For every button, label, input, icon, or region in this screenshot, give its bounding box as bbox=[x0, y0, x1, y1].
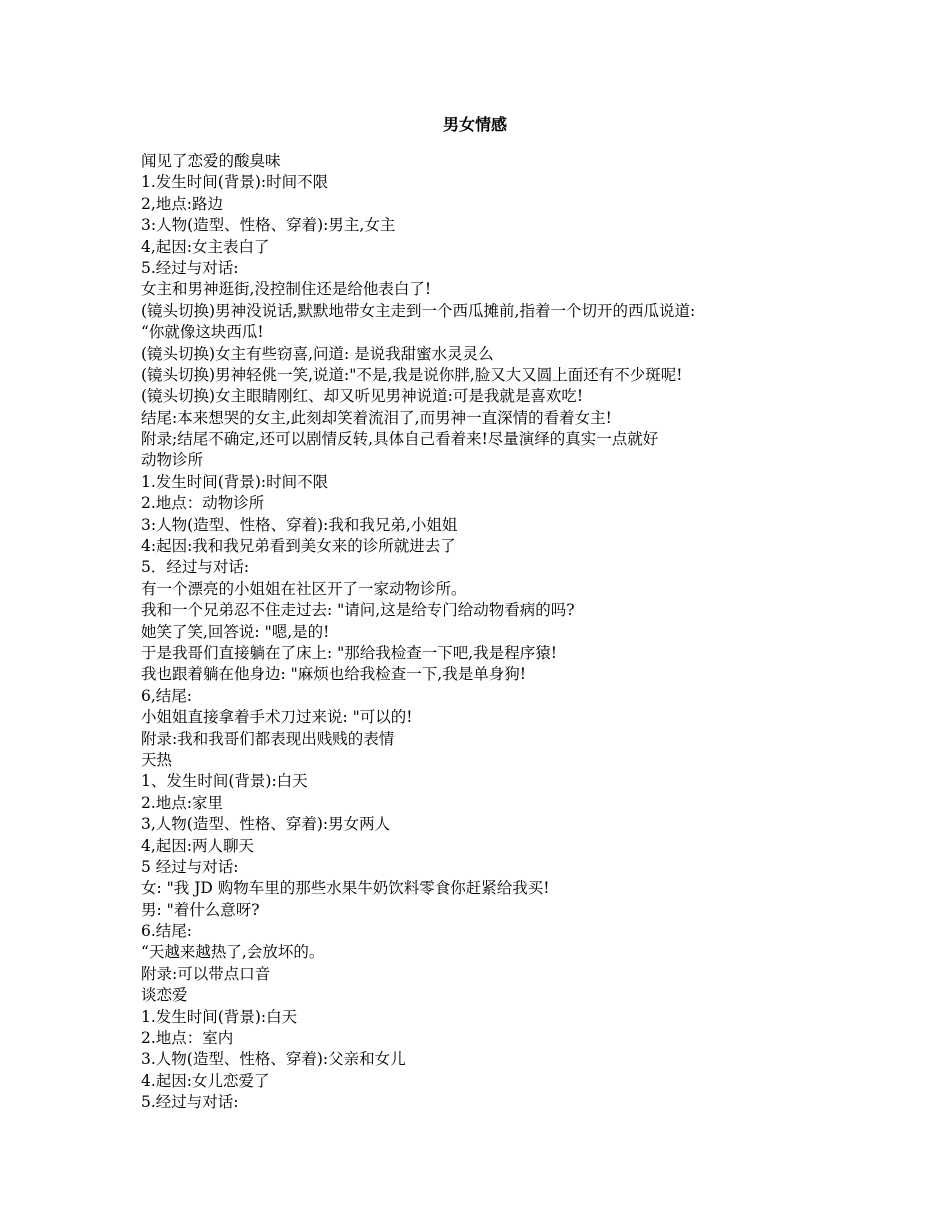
text-line: 4,起因:女主表白了 bbox=[141, 237, 270, 256]
text-line: 谈恋爱 bbox=[141, 986, 188, 1005]
text-line: 附录:可以带点口音 bbox=[141, 964, 271, 983]
text-line: 天热 bbox=[141, 750, 173, 769]
text-line: 男: "着什么意呀? bbox=[141, 900, 260, 919]
text-line: (镜头切换)女主眼睛刚红、却又听见男神说道:可是我就是喜欢吃! bbox=[141, 387, 584, 406]
text-line: (镜头切换)男神轻佻一笑,说道:"不是,我是说你胖,脸又大又圆上面还有不少斑呢! bbox=[141, 365, 683, 384]
text-line: 动物诊所 bbox=[141, 451, 204, 470]
document-body bbox=[141, 151, 821, 1114]
text-line: “天越来越热了,会放坏的。 bbox=[141, 943, 325, 962]
text-line: 4,起因:两人聊天 bbox=[141, 836, 255, 855]
text-line: 2.地点：动物诊所 bbox=[141, 494, 265, 513]
text-line: 3:人物(造型、性格、穿着):我和我兄弟,小姐姐 bbox=[141, 515, 458, 534]
text-line: 1.发生时间(背景):白天 bbox=[141, 1007, 298, 1026]
text-line: 6.结尾: bbox=[141, 922, 193, 941]
text-line: (镜头切换)女主有些窃喜,问道: 是说我甜蜜水灵灵么 bbox=[141, 344, 494, 363]
text-line: 5 经过与对话: bbox=[141, 857, 239, 876]
text-line: 1.发生时间(背景):时间不限 bbox=[141, 173, 329, 192]
text-line: 闻见了恋爱的酸臭味 bbox=[141, 152, 281, 170]
text-line: 3.人物(造型、性格、穿着):父亲和女儿 bbox=[141, 1050, 406, 1069]
text-line: 4:起因:我和我兄弟看到美女来的诊所就进去了 bbox=[141, 537, 456, 556]
text-line: 5．经过与对话: bbox=[141, 558, 250, 577]
text-line: (镜头切换)男神没说话,默默地带女主走到一个西瓜摊前,指着一个切开的西瓜说道: bbox=[141, 301, 696, 320]
text-line: 女主和男神逛街,没控制住还是给他表白了! bbox=[141, 280, 432, 299]
text-line: 4.起因:女儿恋爱了 bbox=[141, 1071, 270, 1090]
text-line: 2.地点：室内 bbox=[141, 1029, 234, 1048]
text-line: 2.地点:家里 bbox=[141, 793, 224, 812]
text-line: 我和一个兄弟忍不住走过去: "请问,这是给专门给动物看病的吗? bbox=[141, 601, 575, 620]
text-line: 3,人物(造型、性格、穿着):男女两人 bbox=[141, 815, 391, 834]
text-line: “你就像这块西瓜! bbox=[141, 323, 264, 342]
text-line: 1、发生时间(背景):白天 bbox=[141, 772, 308, 791]
text-line: 她笑了笑,回答说: "嗯,是的! bbox=[141, 622, 330, 641]
text-line: 女: "我 JD 购物车里的那些水果牛奶饮料零食你赶紧给我买! bbox=[141, 879, 550, 898]
document-title: 男女情感 bbox=[442, 115, 507, 134]
text-line: 结尾:本来想哭的女主,此刻却笑着流泪了,而男神一直深情的看着女主! bbox=[141, 408, 612, 427]
text-line: 5.经过与对话: bbox=[141, 1093, 239, 1112]
text-line: 小姐姐直接拿着手术刀过来说: "可以的! bbox=[141, 708, 413, 727]
text-line: 我也跟着躺在他身边: "麻烦也给我检查一下,我是单身狗! bbox=[141, 665, 526, 684]
text-line: 3:人物(造型、性格、穿着):男主,女主 bbox=[141, 216, 396, 235]
text-line: 附录;结尾不确定,还可以剧情反转,具体自己看着来!尽量演绎的真实一点就好 bbox=[141, 430, 659, 449]
text-line: 5.经过与对话: bbox=[141, 258, 239, 277]
text-line: 有一个漂亮的小姐姐在社区开了一家动物诊所。 bbox=[141, 579, 467, 598]
text-line: 2,地点:路边 bbox=[141, 194, 224, 213]
text-line: 1.发生时间(背景):时间不限 bbox=[141, 472, 329, 491]
text-line: 于是我哥们直接躺在了床上: "那给我检查一下吧,我是程序猿! bbox=[141, 643, 557, 662]
text-line: 6,结尾: bbox=[141, 686, 193, 705]
text-line: 附录:我和我哥们都表现出贱贱的表情 bbox=[141, 729, 395, 748]
